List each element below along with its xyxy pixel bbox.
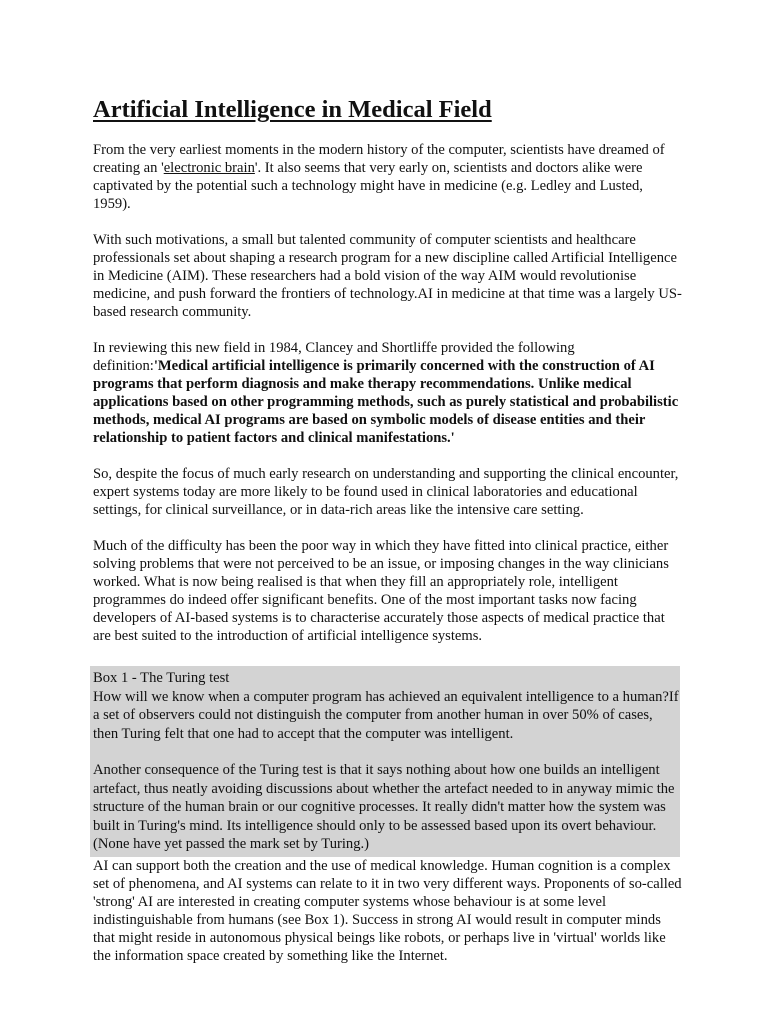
paragraph-difficulty: Much of the difficulty has been the poor way in which they have fitted into clinical practice, either solving problems that were not perceived to be an issue, or imposing changes in the way clinicians worked. What is now being realised is that when they fill an appropriately role, intelligent programmes do indeed offer significant benefits. One of the most important tasks now facing developers of AI-based systems is to characterise accurately those aspects of medical practice that are best suited to the introduction of artificial intelligence systems. — [93, 538, 669, 644]
paragraph-motivations: With such motivations, a small but talented community of computer scientists and healthcare professionals set about shaping a research program for a new discipline called Artificial Intelligence in Medicine (AIM). These researchers had a bold vision of the way AIM would revolutionise medicine, and push forward the frontiers of technology.AI in medicine at that time was a largely US-based research community. — [93, 232, 682, 320]
paragraph-intro-text-start: From the very earliest moments in the modern history of the computer, scientists have dreamed of creating an ' — [93, 142, 665, 176]
box-paragraph-2: Another consequence of the Turing test is that it says nothing about how one builds an intelligent artefact, thus neatly avoiding discussions about whether the artefact needed to in anyway mimic the structure of the human brain or our cognitive processes. It really didn't matter how the system was built in Turing's mind. Its intelligence should only to be assessed based upon its overt behaviour. (None have yet passed the mark set by Turing.) — [93, 762, 675, 852]
paragraph-intro-text-end: '. It also seems that very early on, scientists and doctors alike were captivated by the potential such a technology might have in medicine (e.g. Ledley and Lusted, 1959). — [93, 160, 643, 212]
document-title: Artificial Intelligence in Medical Field — [93, 96, 492, 123]
electronic-brain-link[interactable]: electronic brain — [163, 160, 255, 176]
definition-intro: In reviewing this new field in 1984, Clancey and Shortliffe provided the following definition: — [93, 340, 575, 374]
box-title: Box 1 - The Turing test — [93, 670, 230, 686]
definition-quote: 'Medical artificial intelligence is primarily concerned with the construction of AI programs that perform diagnosis and make therapy recommendations. Unlike medical applications based on other programming methods, such as purely statistical and probabilistic methods, medical AI programs are based on symbolic models of disease entities and their relationship to patient factors and clinical manifestations.' — [93, 358, 679, 446]
paragraph-expert-systems: So, despite the focus of much early research on understanding and supporting the clinical encounter, expert systems today are more likely to be found used in clinical laboratories and educational settings, for clinical surveillance, or in data-rich areas like the intensive care setting. — [93, 466, 679, 518]
document-page — [93, 96, 683, 965]
paragraph-intro — [93, 141, 683, 213]
paragraph-strong-ai: AI can support both the creation and the use of medical knowledge. Human cognition is a complex set of phenomena, and AI systems can relate to it in two very different ways. Proponents of so-called 'strong' AI are interested in creating computer systems whose behaviour is at some level indistinguishable from humans (see Box 1). Success in strong AI would result in computer minds that might reside in autonomous physical beings like robots, or perhaps live in 'virtual' worlds like the information space created by something like the Internet. — [93, 857, 682, 964]
box-paragraph-1: How will we know when a computer program has achieved an equivalent intelligence to a human?If a set of observers could not distinguish the computer from another human in over 50% of cases, then Turing felt that one had to accept that the computer was intelligent. — [93, 688, 679, 742]
paragraph-definition — [93, 339, 683, 447]
turing-test-box — [90, 666, 680, 857]
